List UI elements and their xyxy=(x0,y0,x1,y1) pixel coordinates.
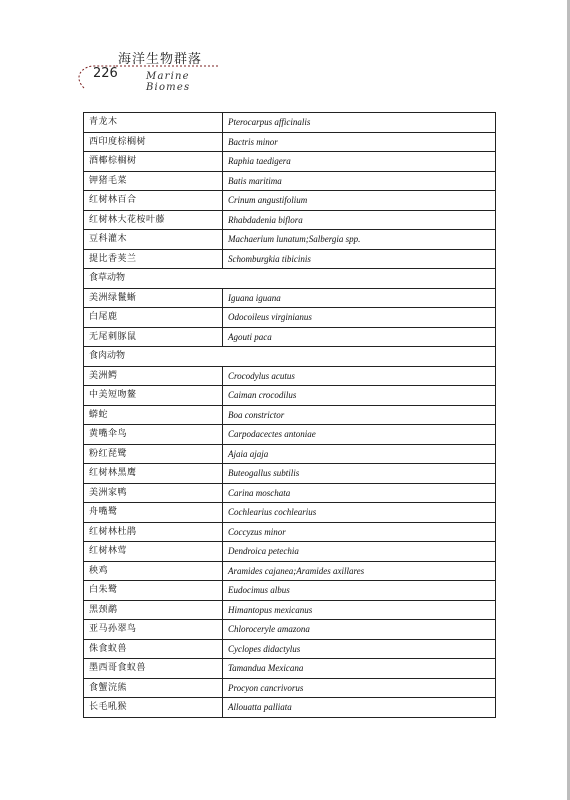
scientific-name-cell: Crocodylus acutus xyxy=(223,366,496,386)
table-row xyxy=(84,483,496,503)
chinese-name-cell: 钾猪毛菜 xyxy=(84,171,223,191)
scientific-name-cell: Odocoileus virginianus xyxy=(223,308,496,328)
scientific-name-cell: Coccyzus minor xyxy=(223,522,496,542)
scientific-name-cell: Buteogallus subtilis xyxy=(223,464,496,484)
table-row xyxy=(84,425,496,445)
table-row xyxy=(84,327,496,347)
chinese-name-cell: 红树林黑鹰 xyxy=(84,464,223,484)
scientific-name-cell: Ajaia ajaja xyxy=(223,444,496,464)
section-row xyxy=(84,347,496,367)
chinese-name-cell: 西印度棕榈树 xyxy=(84,132,223,152)
scientific-name-cell: Iguana iguana xyxy=(223,288,496,308)
table-row xyxy=(84,503,496,523)
scientific-name-cell: Eudocimus albus xyxy=(223,581,496,601)
chinese-name-cell: 粉红琵鹭 xyxy=(84,444,223,464)
scientific-name-cell: Schomburgkia tibicinis xyxy=(223,249,496,269)
chinese-name-cell: 舟嘴鹭 xyxy=(84,503,223,523)
table-row xyxy=(84,171,496,191)
chinese-name-cell: 蟒蛇 xyxy=(84,405,223,425)
chinese-name-cell: 长毛吼猴 xyxy=(84,698,223,718)
chinese-name-cell: 红树林莺 xyxy=(84,542,223,562)
scientific-name-cell: Procyon cancrivorus xyxy=(223,678,496,698)
chinese-name-cell: 亚马孙翠鸟 xyxy=(84,620,223,640)
chinese-name-cell: 黑颈鹬 xyxy=(84,600,223,620)
chinese-name-cell: 侏食蚁兽 xyxy=(84,639,223,659)
chinese-name-cell: 豆科灌木 xyxy=(84,230,223,250)
section-label: 食肉动物 xyxy=(84,347,496,367)
scientific-name-cell: Carpodacectes antoniae xyxy=(223,425,496,445)
scientific-name-cell: Boa constrictor xyxy=(223,405,496,425)
section-row xyxy=(84,269,496,289)
table-row xyxy=(84,191,496,211)
scientific-name-cell: Cochlearius cochlearius xyxy=(223,503,496,523)
table-row xyxy=(84,581,496,601)
table-row xyxy=(84,620,496,640)
chinese-name-cell: 中美短吻鳌 xyxy=(84,386,223,406)
chinese-name-cell: 食蟹浣熊 xyxy=(84,678,223,698)
scientific-name-cell: Bactris minor xyxy=(223,132,496,152)
scientific-name-cell: Himantopus mexicanus xyxy=(223,600,496,620)
table-row xyxy=(84,444,496,464)
chinese-name-cell: 提比香荚兰 xyxy=(84,249,223,269)
table-row xyxy=(84,366,496,386)
table-row xyxy=(84,132,496,152)
page-number: 226 xyxy=(93,66,118,81)
table-row xyxy=(84,288,496,308)
table-row xyxy=(84,659,496,679)
table-row xyxy=(84,600,496,620)
table-row xyxy=(84,464,496,484)
chinese-name-cell: 白尾鹿 xyxy=(84,308,223,328)
table-row xyxy=(84,405,496,425)
chinese-name-cell: 酒椰棕榈树 xyxy=(84,152,223,172)
species-table-body xyxy=(84,113,496,718)
table-row xyxy=(84,230,496,250)
chinese-name-cell: 美洲家鸭 xyxy=(84,483,223,503)
table-row xyxy=(84,522,496,542)
scientific-name-cell: Chloroceryle amazona xyxy=(223,620,496,640)
scientific-name-cell: Carina moschata xyxy=(223,483,496,503)
table-row xyxy=(84,678,496,698)
scientific-name-cell: Caiman crocodilus xyxy=(223,386,496,406)
scientific-name-cell: Aramides cajanea;Aramides axillares xyxy=(223,561,496,581)
chapter-title-chinese: 海洋生物群落 xyxy=(118,52,203,67)
table-row xyxy=(84,542,496,562)
table-row xyxy=(84,698,496,718)
scientific-name-cell: Batis maritima xyxy=(223,171,496,191)
section-label: 食草动物 xyxy=(84,269,496,289)
table-row xyxy=(84,249,496,269)
species-table xyxy=(83,112,496,718)
scientific-name-cell: Rhabdadenia biflora xyxy=(223,210,496,230)
chinese-name-cell: 黄嘴伞鸟 xyxy=(84,425,223,445)
scientific-name-cell: Pterocarpus afficinalis xyxy=(223,113,496,133)
chinese-name-cell: 青龙木 xyxy=(84,113,223,133)
scientific-name-cell: Raphia taedigera xyxy=(223,152,496,172)
chapter-title-english: Marine Biomes xyxy=(146,71,191,93)
table-row xyxy=(84,113,496,133)
table-row xyxy=(84,210,496,230)
chinese-name-cell: 秧鸡 xyxy=(84,561,223,581)
scientific-name-cell: Agouti paca xyxy=(223,327,496,347)
chinese-name-cell: 无尾刺豚鼠 xyxy=(84,327,223,347)
page-header xyxy=(70,48,230,92)
scientific-name-cell: Tamandua Mexicana xyxy=(223,659,496,679)
scientific-name-cell: Crinum angustifolium xyxy=(223,191,496,211)
scientific-name-cell: Allouatta palliata xyxy=(223,698,496,718)
table-row xyxy=(84,386,496,406)
chinese-name-cell: 美洲鳄 xyxy=(84,366,223,386)
chinese-name-cell: 红树林百合 xyxy=(84,191,223,211)
table-row xyxy=(84,308,496,328)
table-row xyxy=(84,561,496,581)
chinese-name-cell: 墨西哥食蚁兽 xyxy=(84,659,223,679)
chinese-name-cell: 美洲绿鬣蜥 xyxy=(84,288,223,308)
scientific-name-cell: Machaerium lunatum;Salbergia spp. xyxy=(223,230,496,250)
chinese-name-cell: 红树林杜鹃 xyxy=(84,522,223,542)
scientific-name-cell: Cyclopes didactylus xyxy=(223,639,496,659)
scientific-name-cell: Dendroica petechia xyxy=(223,542,496,562)
chinese-name-cell: 红树林大花桉叶藤 xyxy=(84,210,223,230)
chinese-name-cell: 白朱鹭 xyxy=(84,581,223,601)
table-row xyxy=(84,639,496,659)
table-row xyxy=(84,152,496,172)
